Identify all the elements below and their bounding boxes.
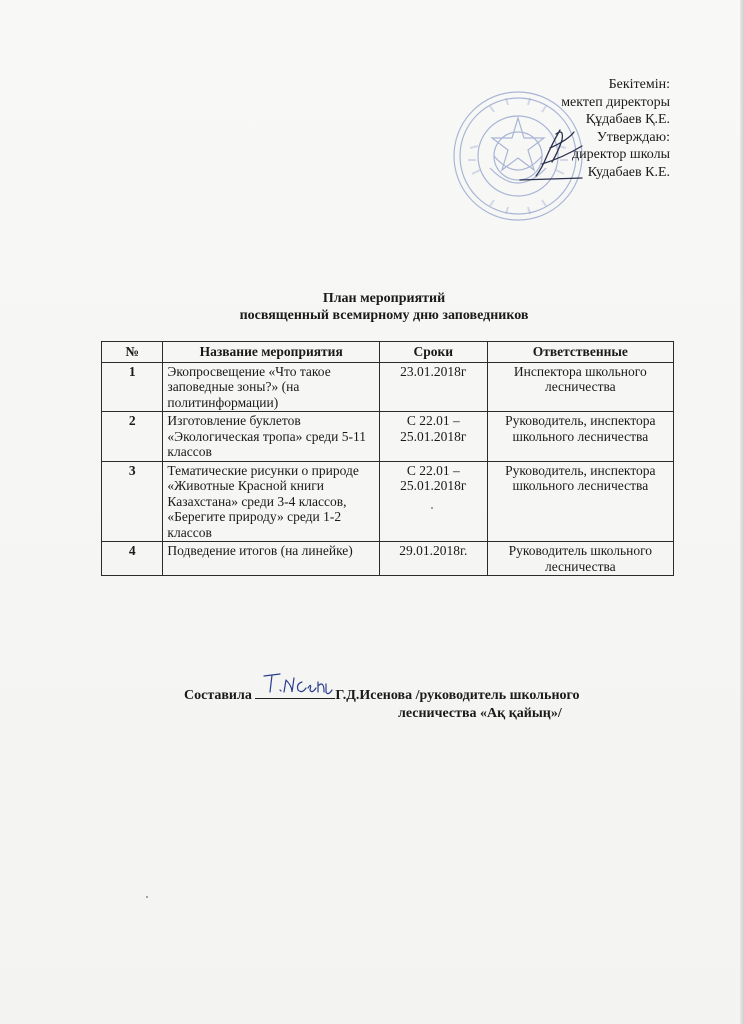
row-dates: С 22.01 – 25.01.2018г xyxy=(379,412,487,462)
title-line-1: План мероприятий xyxy=(322,291,446,306)
row-event-name: Изготовление буклетов «Экологическая тропа» среди 5-11 классов xyxy=(163,412,380,462)
compiled-by-block xyxy=(184,684,624,723)
row-number: 4 xyxy=(102,542,163,576)
row-responsible: Руководитель школьного лесничества xyxy=(487,542,673,576)
row-responsible: Инспектора школьного лесничества xyxy=(487,362,673,412)
page-edge-shadow xyxy=(740,0,744,1024)
document-title xyxy=(0,290,744,324)
row-event-name: Тематические рисунки о природе «Животные Красной книги Казахстана» среди 3-4 классов, «Берегите природу» среди 1-2 классов xyxy=(163,461,380,542)
table-header-row xyxy=(102,342,674,363)
row-event-name: Подведение итогов (на линейке) xyxy=(163,542,380,576)
events-table xyxy=(101,341,674,576)
row-number: 1 xyxy=(102,362,163,412)
row-dates: 29.01.2018г. xyxy=(379,542,487,576)
approval-line-kz-position: мектеп директоры xyxy=(561,94,670,110)
paper-speck xyxy=(431,507,433,509)
header-dates: Сроки xyxy=(379,342,487,363)
header-number: № xyxy=(102,342,163,363)
approval-block xyxy=(450,76,670,181)
compiled-label: Составила xyxy=(184,688,252,703)
title-line-2: посвященный всемирному дню заповедников xyxy=(239,308,529,323)
compiled-name-role: Г.Д.Исенова /руководитель школьного xyxy=(335,688,580,703)
header-event-name: Название мероприятия xyxy=(163,342,380,363)
row-responsible: Руководитель, инспектора школьного лесничества xyxy=(487,412,673,462)
approval-line-ru-approve: Утверждаю: xyxy=(596,129,670,145)
compiled-line-2: лесничества «Ақ қайың»/ xyxy=(398,706,562,721)
row-dates: 23.01.2018г xyxy=(379,362,487,412)
approval-line-kz-approve: Бекітемін: xyxy=(608,77,670,92)
table-row xyxy=(102,461,674,542)
row-dates: С 22.01 – 25.01.2018г xyxy=(379,461,487,542)
table-row xyxy=(102,362,674,412)
compiled-line-1 xyxy=(184,684,624,705)
approval-line-ru-name: Кудабаев К.Е. xyxy=(587,164,670,180)
row-number: 2 xyxy=(102,412,163,462)
paper-speck xyxy=(146,896,148,898)
signature-blank-line xyxy=(255,684,335,699)
approval-line-ru-position: директор школы xyxy=(572,147,670,162)
table-row xyxy=(102,412,674,462)
row-event-name: Экопросвещение «Что такое заповедные зоны?» (на политинформации) xyxy=(163,362,380,412)
header-responsible: Ответственные xyxy=(487,342,673,363)
row-responsible: Руководитель, инспектора школьного лесничества xyxy=(487,461,673,542)
row-number: 3 xyxy=(102,461,163,542)
table-row xyxy=(102,542,674,576)
approval-line-kz-name: Құдабаев Қ.Е. xyxy=(585,112,670,127)
